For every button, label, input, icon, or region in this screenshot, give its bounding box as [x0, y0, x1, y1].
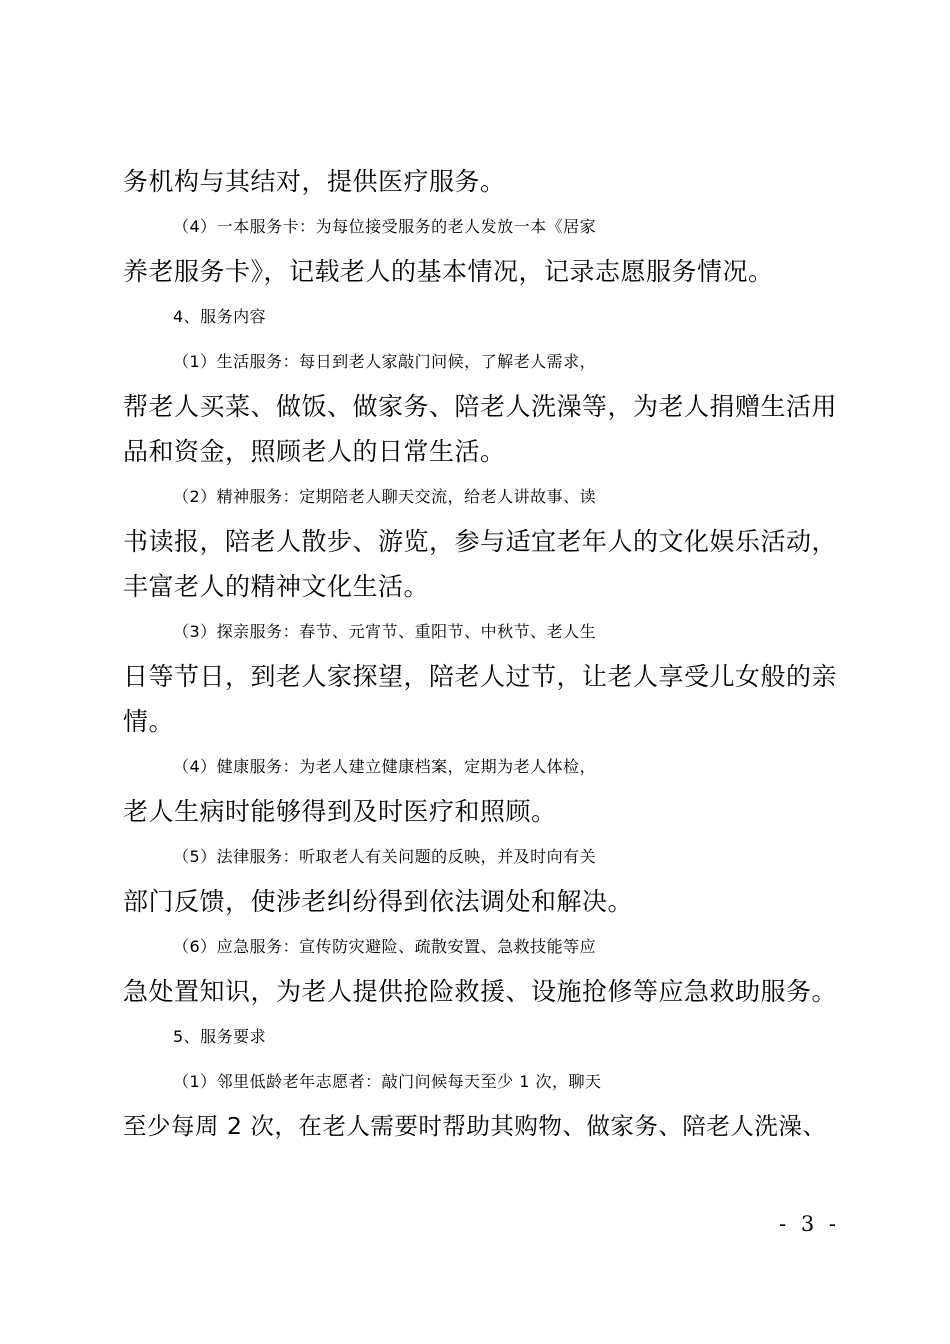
- text-line: （6）应急服务：宣传防灾避险、疏散安置、急救技能等应: [173, 937, 597, 956]
- text-line: 书读报，陪老人散步、游览，参与适宜老年人的文化娱乐活动，: [123, 527, 838, 556]
- page-number: - 3 -: [779, 1212, 840, 1236]
- text-line: 老人生病时能够得到及时医疗和照顾。: [123, 797, 557, 826]
- text-line: （3）探亲服务：春节、元宵节、重阳节、中秋节、老人生: [173, 622, 597, 641]
- text-line: （2）精神服务：定期陪老人聊天交流，给老人讲故事、读: [173, 487, 597, 506]
- text-line: （1）邻里低龄老年志愿者：敲门问候每天至少 1 次，聊天: [173, 1072, 602, 1091]
- text-line: 丰富老人的精神文化生活。: [123, 572, 430, 601]
- text-line: 部门反馈，使涉老纠纷得到依法调处和解决。: [123, 887, 634, 916]
- text-line: （5）法律服务：听取老人有关问题的反映，并及时向有关: [173, 847, 597, 866]
- text-line: （4）健康服务：为老人建立健康档案，定期为老人体检，: [173, 757, 597, 776]
- text-line: 品和资金，照顾老人的日常生活。: [123, 437, 506, 466]
- text-line: 日等节日，到老人家探望，陪老人过节，让老人享受儿女般的亲: [123, 662, 838, 691]
- text-line: 帮老人买菜、做饭、做家务、陪老人洗澡等，为老人捐赠生活用: [123, 392, 838, 421]
- text-line: 情。: [123, 707, 175, 736]
- document-body: [123, 159, 839, 1149]
- text-line: （4）一本服务卡：为每位接受服务的老人发放一本《居家: [173, 217, 597, 236]
- text-line: 5、服务要求: [173, 1027, 267, 1046]
- text-line: 4、服务内容: [173, 307, 267, 326]
- text-line: （1）生活服务：每日到老人家敲门问候，了解老人需求，: [173, 352, 597, 371]
- text-line: 急处置知识，为老人提供抢险救援、设施抢修等应急救助服务。: [123, 977, 838, 1006]
- text-line: 至少每周 2 次，在老人需要时帮助其购物、做家务、陪老人洗澡、: [123, 1112, 827, 1140]
- text-line: 务机构与其结对，提供医疗服务。: [123, 167, 506, 196]
- text-line: 养老服务卡》，记载老人的基本情况，记录志愿服务情况。: [123, 257, 774, 286]
